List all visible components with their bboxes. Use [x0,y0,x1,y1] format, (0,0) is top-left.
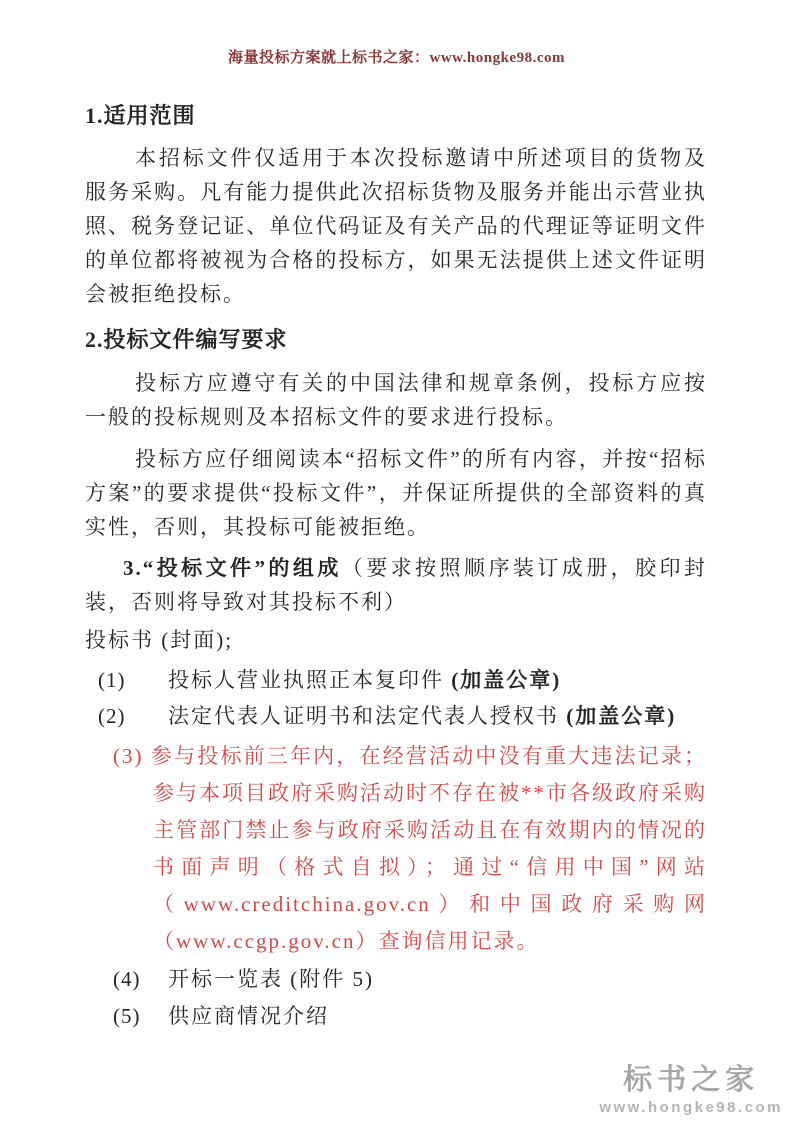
section-2-paragraph-1: 投标方应遵守有关的中国法律和规章条例，投标方应按一般的投标规则及本招标文件的要求进行投标。 [85,371,707,429]
list-item-2-text [168,699,707,733]
list-item-5-number: (5) [113,1004,141,1028]
list-item-5 [85,999,707,1033]
list-item-5-label: 供应商情况介绍 [168,1004,329,1028]
list-item-1-number: (1) [98,668,126,692]
section-3-title-note: （要求按照顺序装订成册，胶印封装，否则将导致对其投标不利） [85,556,708,614]
list-item-1-label: 投标人营业执照正本复印件 [168,668,452,692]
section-2-paragraph-2: 投标方应仔细阅读本“招标文件”的所有内容，并按“招标方案”的要求提供“投标文件”，并保证所提供的全部资料的真实性，否则，其投标可能被拒绝。 [85,447,707,539]
list-item-4-label: 开标一览表 (附件 5) [168,967,374,991]
list-item-1-stamp-note: (加盖公章) [451,668,562,692]
list-item-4-number: (4) [113,967,141,991]
list-item-2-label: 法定代表人证明书和法定代表人授权书 [168,704,567,728]
document-body [85,103,707,1033]
list-item-2-number: (2) [98,704,126,728]
section-3-title-line [85,551,707,619]
list-item-2-stamp-note: (加盖公章) [566,704,677,728]
list-item-1-text [168,663,707,697]
section-1-title: 1.适用范围 [85,103,196,128]
list-item-1 [85,663,707,697]
promo-header-text: 海量投标方案就上标书之家：www.hongke98.com [227,50,565,66]
watermark-logo-url: www.hongke98.com [599,1098,783,1116]
list-item-3-red-text: (3) 参与投标前三年内，在经营活动中没有重大违法记录；参与本项目政府采购活动时不存在被**市各级政府采购主管部门禁止参与政府采购活动且在有效期内的情况的书面声明（格式自拟）；通过“信用中国”网站（www.creditchina.gov.cn）和中国政府采购网（www.ccgp.gov.cn）查询信用记录。 [113,744,707,953]
section-2-title: 2.投标文件编写要求 [85,327,288,352]
list-item-2 [85,699,707,733]
watermark-logo [599,1065,783,1116]
cover-line: 投标书 (封面); [85,628,234,652]
section-3-title: 3.“投标文件”的组成 [123,556,342,580]
section-1-paragraph: 本招标文件仅适用于本次投标邀请中所述项目的货物及服务采购。凡有能力提供此次招标货物及服务并能出示营业执照、税务登记证、单位代码证及有关产品的代理证等证明文件的单位都将被视为合格的投标方，如果无法提供上述文件证明会被拒绝投标。 [85,146,707,306]
list-item-4 [85,962,707,996]
watermark-logo-text: 标书之家 [623,1063,760,1096]
